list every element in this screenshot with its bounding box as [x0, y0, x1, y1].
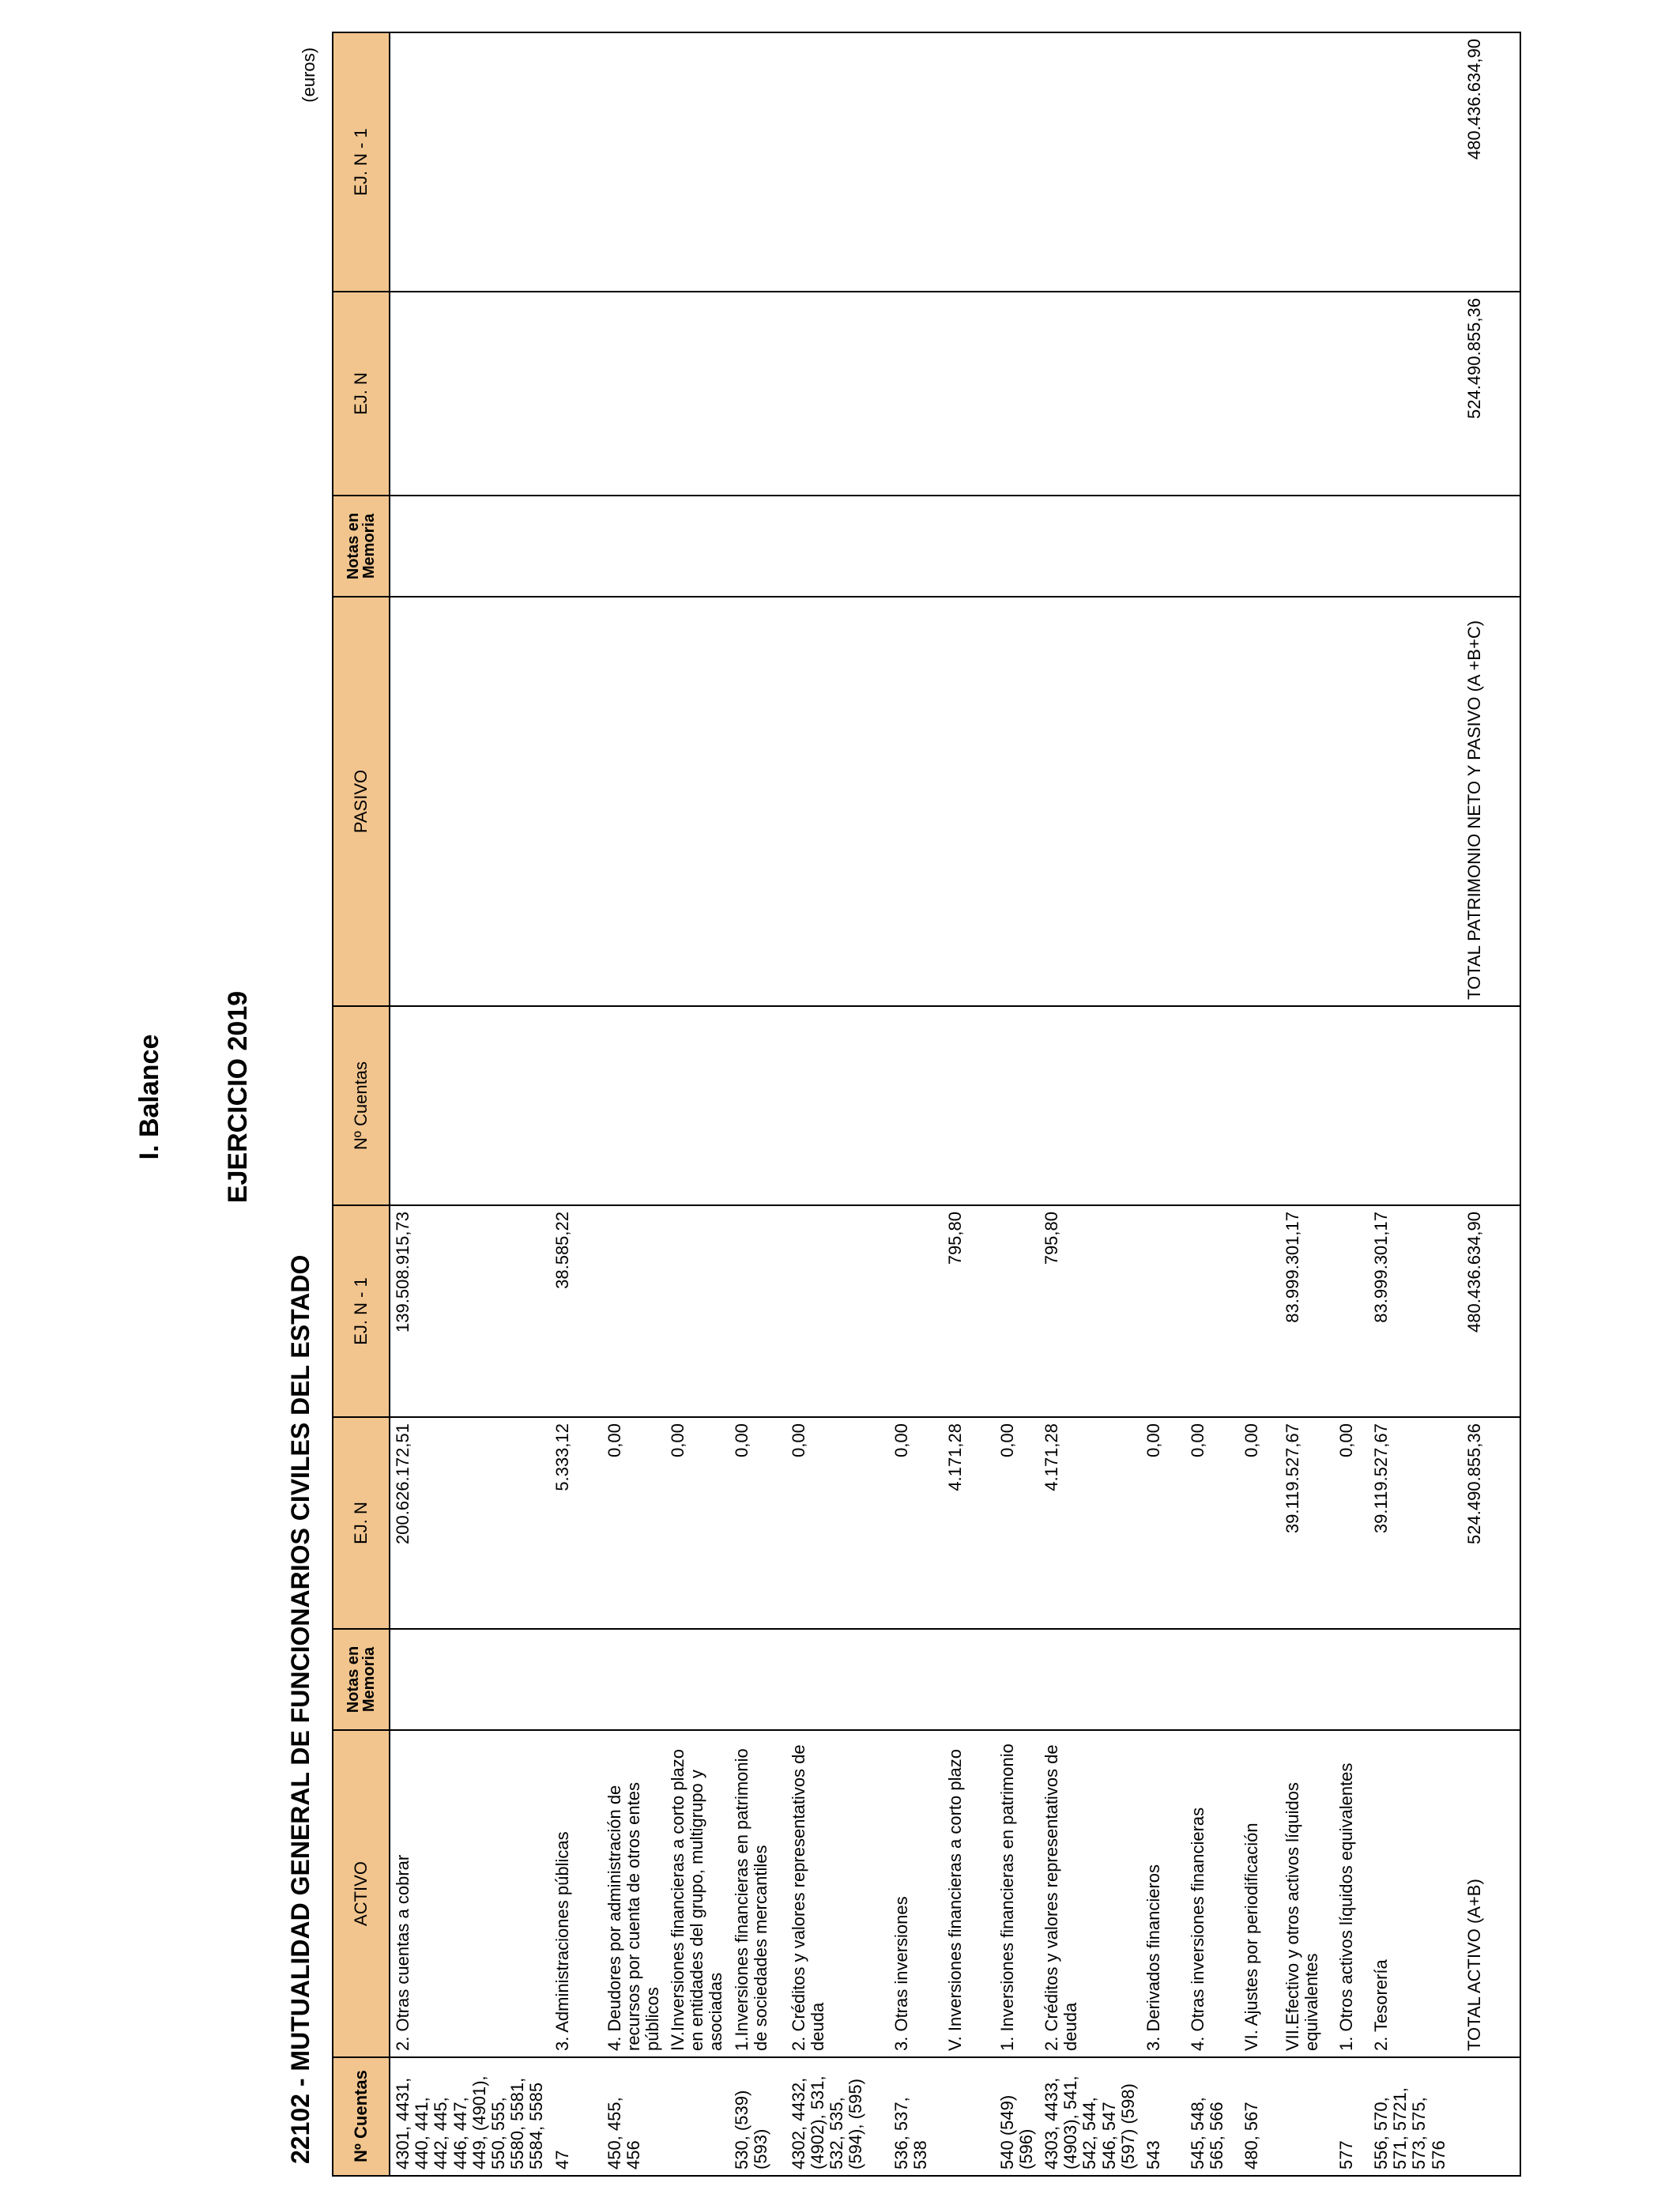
empty-cell [786, 1006, 889, 1205]
empty-cell [1185, 292, 1239, 496]
table-row [995, 32, 1039, 2176]
ejn-cell: 0,00 [1141, 1417, 1185, 1629]
total-activo-ejn1: 480.436.634,90 [1462, 1205, 1520, 1417]
table-row [1334, 32, 1369, 2176]
cuentas-cell [943, 2057, 995, 2176]
empty-cell [943, 1006, 995, 1205]
empty-cell [729, 597, 786, 1006]
notas-cell [1334, 1629, 1369, 1730]
table-row [665, 32, 729, 2176]
empty-cell [1239, 32, 1280, 292]
activo-cell: 1. Otros activos líquidos equivalentes [1334, 1730, 1369, 2057]
table-row [1239, 32, 1280, 2176]
units-label: (euros) [299, 47, 318, 103]
table-header-row [333, 32, 390, 2176]
ejn-cell: 0,00 [1185, 1417, 1239, 1629]
notas-cell [995, 1629, 1039, 1730]
ejn1-cell [786, 1205, 889, 1417]
table-row [390, 32, 550, 2176]
ejn1-cell: 795,80 [1039, 1205, 1141, 1417]
empty-cell [1141, 292, 1185, 496]
empty-cell [995, 1006, 1039, 1205]
empty-cell [1334, 496, 1369, 597]
notas-cell [1239, 1629, 1280, 1730]
empty-cell [1185, 32, 1239, 292]
ejn1-cell [995, 1205, 1039, 1417]
notas-cell [1369, 1629, 1462, 1730]
empty-cell [550, 292, 602, 496]
empty-cell [889, 496, 943, 597]
ejn-cell: 5.333,12 [550, 1417, 602, 1629]
col-ejn: EJ. N [333, 1417, 390, 1629]
ejn-cell: 4.171,28 [1039, 1417, 1141, 1629]
empty-cell [1334, 32, 1369, 292]
empty-cell [1334, 292, 1369, 496]
ejn1-cell [602, 1205, 666, 1417]
notas-cell [550, 1629, 602, 1730]
ejn1-cell [1185, 1205, 1239, 1417]
notas-cell [1185, 1629, 1239, 1730]
empty-cell [1185, 496, 1239, 597]
activo-cell: 2. Tesorería [1369, 1730, 1462, 2057]
notas-cell [1280, 1629, 1334, 1730]
empty-cell [550, 496, 602, 597]
ejn-cell: 200.626.172,51 [390, 1417, 550, 1629]
empty-cell [390, 32, 550, 292]
ejn1-cell [729, 1205, 786, 1417]
ejn1-cell: 139.508.915,73 [390, 1205, 550, 1417]
activo-cell: 4. Deudores por administración de recursos por cuenta de otros entes públicos [602, 1730, 666, 2057]
ejn1-cell: 83.999.301,17 [1280, 1205, 1334, 1417]
cuentas-cell: 577 [1334, 2057, 1369, 2176]
empty-cell [786, 597, 889, 1006]
empty-cell [1280, 597, 1334, 1006]
activo-cell: V. Inversiones financieras a corto plazo [943, 1730, 995, 2057]
total-activo-ejn: 524.490.855,36 [1462, 1417, 1520, 1629]
empty-cell [665, 292, 729, 496]
notas-cell [602, 1629, 666, 1730]
empty-cell [786, 496, 889, 597]
empty-cell [390, 292, 550, 496]
ejn-cell: 0,00 [1334, 1417, 1369, 1629]
cuentas-cell: 530, (539) (593) [729, 2057, 786, 2176]
empty-cell [1141, 1006, 1185, 1205]
ejn1-cell [889, 1205, 943, 1417]
entity-name: 22102 - MUTUALIDAD GENERAL DE FUNCIONARIOS CIVILES DEL ESTADO [286, 1254, 315, 2164]
empty-cell [1039, 496, 1141, 597]
empty-cell [1039, 1006, 1141, 1205]
empty-cell [889, 292, 943, 496]
balance-table [332, 32, 1521, 2177]
notas-cell [390, 1629, 550, 1730]
report-year: EJERCICIO 2019 [223, 990, 253, 1204]
ejn-cell: 0,00 [786, 1417, 889, 1629]
empty-cell [390, 1006, 550, 1205]
empty-cell [1185, 1006, 1239, 1205]
empty-cell [995, 496, 1039, 597]
empty-cell [1280, 496, 1334, 597]
ejn-cell: 0,00 [729, 1417, 786, 1629]
empty-cell [665, 496, 729, 597]
table-row [729, 32, 786, 2176]
total-pasivo-label: TOTAL PATRIMONIO NETO Y PASIVO (A +B+C) [1462, 597, 1520, 1006]
table-row [943, 32, 995, 2176]
empty-cell [1462, 2057, 1520, 2176]
totals-row [1462, 32, 1520, 2176]
empty-cell [1369, 32, 1462, 292]
col-pasivo: PASIVO [333, 597, 390, 1006]
empty-cell [550, 32, 602, 292]
activo-cell: 2. Otras cuentas a cobrar [390, 1730, 550, 2057]
col-ejn1: EJ. N - 1 [333, 1205, 390, 1417]
ejn1-cell [1141, 1205, 1185, 1417]
ejn-cell: 0,00 [1239, 1417, 1280, 1629]
ejn1-cell: 38.585,22 [550, 1205, 602, 1417]
activo-cell: IV.Inversiones financieras a corto plazo en entidades del grupo, multigrupo y asociadas [665, 1730, 729, 2057]
empty-cell [1141, 32, 1185, 292]
empty-cell [786, 292, 889, 496]
empty-cell [943, 32, 995, 292]
empty-cell [786, 32, 889, 292]
activo-cell: 3. Administraciones públicas [550, 1730, 602, 2057]
ejn-cell: 0,00 [602, 1417, 666, 1629]
ejn-cell: 0,00 [995, 1417, 1039, 1629]
empty-cell [390, 496, 550, 597]
cuentas-cell [665, 2057, 729, 2176]
ejn-cell: 0,00 [889, 1417, 943, 1629]
table-row [1280, 32, 1334, 2176]
empty-cell [1369, 496, 1462, 597]
cuentas-cell: 543 [1141, 2057, 1185, 2176]
empty-cell [1369, 292, 1462, 496]
cuentas-cell: 4301, 4431, 440, 441, 442, 445, 446, 447, 449, (4901), 550, 555, 5580, 5581, 5584, 5585 [390, 2057, 550, 2176]
empty-cell [602, 32, 666, 292]
cuentas-cell: 536, 537, 538 [889, 2057, 943, 2176]
activo-cell: 4. Otras inversiones financieras [1185, 1730, 1239, 2057]
empty-cell [550, 597, 602, 1006]
empty-cell [729, 32, 786, 292]
ejn1-cell [1334, 1205, 1369, 1417]
total-activo-label: TOTAL ACTIVO (A+B) [1462, 1730, 1520, 2057]
cuentas-cell: 540 (549) (596) [995, 2057, 1039, 2176]
empty-cell [943, 597, 995, 1006]
notas-cell [889, 1629, 943, 1730]
ejn-cell: 39.119.527,67 [1280, 1417, 1334, 1629]
table-row [1185, 32, 1239, 2176]
empty-cell [602, 1006, 666, 1205]
empty-cell [602, 292, 666, 496]
empty-cell [1462, 1006, 1520, 1205]
empty-cell [889, 1006, 943, 1205]
empty-cell [889, 597, 943, 1006]
notas-cell [1039, 1629, 1141, 1730]
table-row [1369, 32, 1462, 2176]
empty-cell [1334, 1006, 1369, 1205]
ejn1-cell [665, 1205, 729, 1417]
table-row [550, 32, 602, 2176]
empty-cell [729, 1006, 786, 1205]
notas-cell [665, 1629, 729, 1730]
empty-cell [1239, 597, 1280, 1006]
activo-cell: 2. Créditos y valores representativos de deuda [786, 1730, 889, 2057]
empty-cell [889, 32, 943, 292]
notas-cell [786, 1629, 889, 1730]
empty-cell [1185, 597, 1239, 1006]
empty-cell [1039, 32, 1141, 292]
empty-cell [602, 597, 666, 1006]
empty-cell [1239, 496, 1280, 597]
cuentas-cell: 480, 567 [1239, 2057, 1280, 2176]
table-row [1141, 32, 1185, 2176]
col-ejn-pasivo: EJ. N [333, 292, 390, 496]
table-row [786, 32, 889, 2176]
activo-cell: 2. Créditos y valores representativos de deuda [1039, 1730, 1141, 2057]
ejn1-cell [1239, 1205, 1280, 1417]
empty-cell [1280, 1006, 1334, 1205]
cuentas-cell: 4302, 4432, (4902), 531, 532, 535, (594), (595) [786, 2057, 889, 2176]
activo-cell: 1.Inversiones financieras en patrimonio de sociedades mercantiles [729, 1730, 786, 2057]
activo-cell: VII.Efectivo y otros activos líquidos equivalentes [1280, 1730, 1334, 2057]
empty-cell [943, 292, 995, 496]
cuentas-cell: 47 [550, 2057, 602, 2176]
col-cuentas-pasivo: Nº Cuentas [333, 1006, 390, 1205]
activo-cell: 1. Inversiones financieras en patrimonio [995, 1730, 1039, 2057]
cuentas-cell: 450, 455, 456 [602, 2057, 666, 2176]
notas-cell [729, 1629, 786, 1730]
table-row [889, 32, 943, 2176]
empty-cell [1280, 292, 1334, 496]
empty-cell [1334, 597, 1369, 1006]
empty-cell [729, 496, 786, 597]
empty-cell [665, 1006, 729, 1205]
empty-cell [995, 597, 1039, 1006]
cuentas-cell: 4303, 4433, (4903), 541, 542, 544, 546, 547 (597) (598) [1039, 2057, 1141, 2176]
cuentas-cell: 556, 570, 571, 5721, 573, 575, 576 [1369, 2057, 1462, 2176]
table-row [602, 32, 666, 2176]
empty-cell [1369, 597, 1462, 1006]
table-row [1039, 32, 1141, 2176]
activo-cell: 3. Otras inversiones [889, 1730, 943, 2057]
empty-cell [1239, 292, 1280, 496]
empty-cell [550, 1006, 602, 1205]
empty-cell [665, 597, 729, 1006]
empty-cell [1462, 1629, 1520, 1730]
empty-cell [1039, 597, 1141, 1006]
activo-cell: VI. Ajustes por periodificación [1239, 1730, 1280, 2057]
empty-cell [943, 496, 995, 597]
empty-cell [602, 496, 666, 597]
notas-cell [1141, 1629, 1185, 1730]
col-notas: Notas en Memoria [333, 1629, 390, 1730]
cuentas-cell: 545, 548, 565, 566 [1185, 2057, 1239, 2176]
empty-cell [1141, 496, 1185, 597]
ejn1-cell: 795,80 [943, 1205, 995, 1417]
activo-cell: 3. Derivados financieros [1141, 1730, 1185, 2057]
col-activo: ACTIVO [333, 1730, 390, 2057]
notas-cell [943, 1629, 995, 1730]
empty-cell [1369, 1006, 1462, 1205]
empty-cell [390, 597, 550, 1006]
ejn-cell: 0,00 [665, 1417, 729, 1629]
cuentas-cell [1280, 2057, 1334, 2176]
total-pasivo-ejn: 524.490.855,36 [1462, 292, 1520, 496]
empty-cell [665, 32, 729, 292]
ejn1-cell: 83.999.301,17 [1369, 1205, 1462, 1417]
total-pasivo-ejn1: 480.436.634,90 [1462, 32, 1520, 292]
ejn-cell: 39.119.527,67 [1369, 1417, 1462, 1629]
ejn-cell: 4.171,28 [943, 1417, 995, 1629]
report-title: I. Balance [134, 1034, 164, 1160]
empty-cell [729, 292, 786, 496]
empty-cell [1039, 292, 1141, 496]
col-ejn1-pasivo: EJ. N - 1 [333, 32, 390, 292]
empty-cell [995, 32, 1039, 292]
col-cuentas: Nº Cuentas [333, 2057, 390, 2176]
empty-cell [995, 292, 1039, 496]
empty-cell [1462, 496, 1520, 597]
empty-cell [1280, 32, 1334, 292]
empty-cell [1239, 1006, 1280, 1205]
col-notas-pasivo: Notas en Memoria [333, 496, 390, 597]
empty-cell [1141, 597, 1185, 1006]
